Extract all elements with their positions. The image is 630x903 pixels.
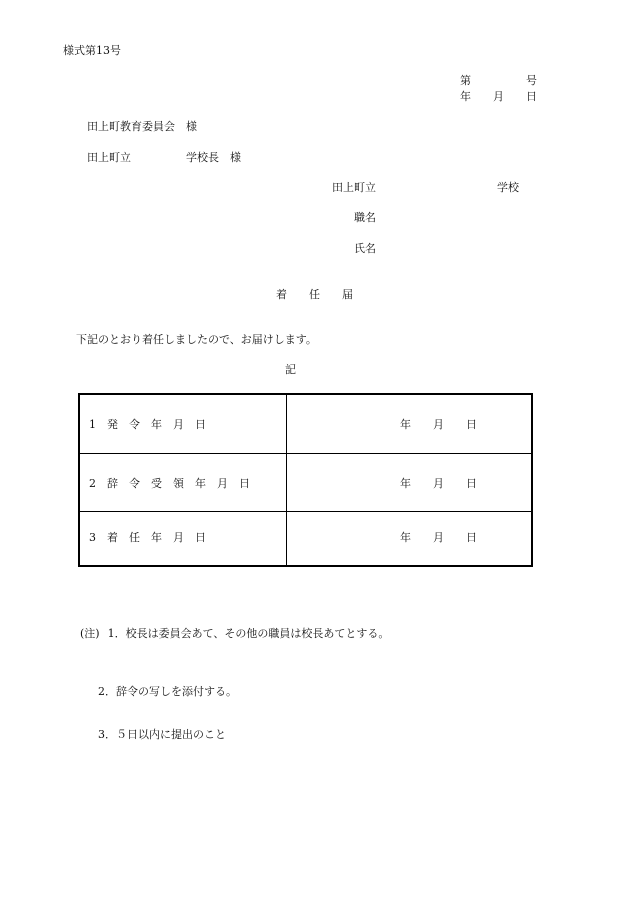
row-label: 1 発 令 年 月 日 <box>89 418 206 431</box>
table-row <box>80 395 531 452</box>
document-number-line: 第 号 <box>460 74 537 87</box>
row-date-field: 年 月 日 <box>400 418 477 431</box>
row-date-field: 年 月 日 <box>400 477 477 490</box>
note-item: 2．辞令の写しを添付する。 <box>98 685 237 698</box>
details-table <box>78 393 533 567</box>
ki-heading: 記 <box>285 363 296 376</box>
document-title: 着 任 届 <box>276 288 353 301</box>
document-date-line: 年 月 日 <box>460 90 537 103</box>
note-item: 1．校長は委員会あて、その他の職員は校長あてとする。 <box>107 627 390 640</box>
table-row <box>80 511 531 569</box>
sender-name-label: 氏名 <box>354 242 376 255</box>
note-item: 3．５日以内に提出のこと <box>98 728 226 741</box>
row-label: 3 着 任 年 月 日 <box>89 531 206 544</box>
sender-school: 田上町立 学校 <box>332 181 519 194</box>
table-row <box>80 453 531 511</box>
addressee-board: 田上町教育委員会 様 <box>87 120 197 133</box>
form-number: 様式第13号 <box>63 44 121 57</box>
sender-position-label: 職名 <box>354 211 376 224</box>
notes-section <box>66 583 389 756</box>
notes-prefix: (注) <box>80 627 100 640</box>
body-text: 下記のとおり着任しましたので、お届けします。 <box>76 333 317 346</box>
row-date-field: 年 月 日 <box>400 531 477 544</box>
row-label: 2 辞 令 受 領 年 月 日 <box>89 477 250 490</box>
addressee-principal: 田上町立 学校長 様 <box>87 151 241 164</box>
